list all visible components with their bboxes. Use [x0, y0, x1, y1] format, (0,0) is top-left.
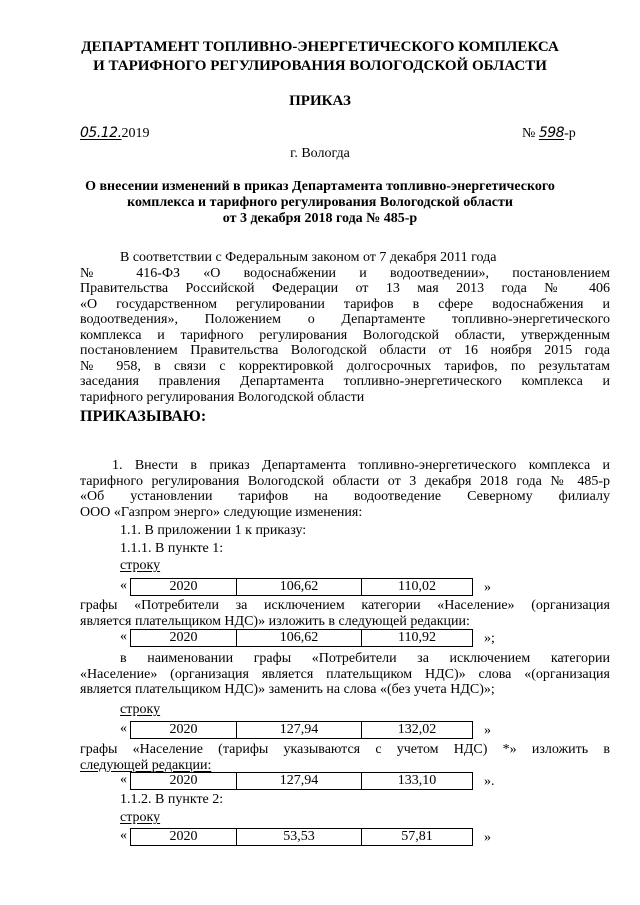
item1-line: 1. Внести в приказ Департамента топливно-энергетического комплекса и [112, 458, 610, 473]
cell-year: 2020 [131, 579, 237, 596]
stroku-label: строку [120, 558, 161, 573]
tariff-row-table-3 [130, 721, 473, 739]
cell-year: 2020 [131, 722, 237, 739]
stroku-label: строку [120, 810, 161, 825]
cell-value-2: 110,02 [362, 579, 473, 596]
graph-2-text [80, 742, 610, 773]
cell-year: 2020 [131, 829, 237, 846]
cell-value-1: 127,94 [237, 722, 362, 739]
title-line-2: комплекса и тарифного регулирования Вологодской области [127, 195, 513, 210]
item1-line: тарифного регулирования Вологодской области от 3 декабря 2018 года № 485-р [80, 473, 610, 489]
item1-line: ООО «Газпром энерго» следующие изменения: [80, 504, 363, 520]
graph2-line: графы «Население (тарифы указываются с учетом НДС) *» изложить в [80, 742, 610, 757]
quote-close-dot: ». [484, 774, 495, 789]
city: г. Вологда [290, 146, 350, 161]
item1-line: «Об установлении тарифов на водоотведение Северному филиалу [80, 489, 610, 504]
quote-open: « [120, 828, 127, 843]
cell-value-1: 127,94 [237, 773, 362, 790]
department-name-line1: ДЕПАРТАМЕНТ ТОПЛИВНО-ЭНЕРГЕТИЧЕСКОГО КОМПЛЕКСА [81, 39, 559, 55]
cell-value-2: 133,10 [362, 773, 473, 790]
item-1-1-1: 1.1.1. В пункте 1: [120, 541, 224, 556]
preamble-line: № 416-ФЗ «О водоснабжении и водоотведении», постановлением [80, 265, 610, 281]
preamble-line: Правительства Российской Федерации от 13 мая 2013 года № 406 [80, 281, 610, 296]
preamble-line: постановлением Правительства Вологодской области от 16 ноября 2015 года [80, 343, 610, 358]
naming-line: является плательщиком НДС)» заменить на слова «(без учета НДС)»; [80, 682, 495, 697]
number-suffix: -р [564, 126, 576, 141]
tariff-row-table-1 [130, 578, 473, 596]
quote-close-semicolon: »; [484, 631, 495, 646]
graph-1-text [80, 598, 610, 629]
cell-value-1: 53,53 [237, 829, 362, 846]
department-name-line2: И ТАРИФНОГО РЕГУЛИРОВАНИЯ ВОЛОГОДСКОЙ ОБЛАСТИ [93, 58, 547, 74]
preamble-line: заседания правления Департамента топливно-энергетического комплекса и [80, 374, 610, 389]
cell-year: 2020 [131, 773, 237, 790]
graph1-line: графы «Потребители за исключением категории «Население» (организация [80, 598, 610, 613]
quote-open: « [120, 578, 127, 593]
naming-change-text [80, 651, 610, 698]
handwritten-number: 598 [538, 125, 565, 141]
document-number [522, 125, 576, 142]
title-line-1: О внесении изменений в приказ Департамента топливно-энергетического [85, 179, 555, 194]
document-title [0, 179, 640, 227]
preamble-line: комплекса и тарифного регулирования Вологодской области, утвержденным [80, 327, 610, 343]
item-1-1: 1.1. В приложении 1 к приказу: [120, 523, 307, 538]
cell-value-1: 106,62 [237, 579, 362, 596]
preamble [80, 250, 610, 405]
stroku-label: строку [120, 702, 161, 717]
preamble-line: В соответствии с Федеральным законом от 7 декабря 2011 года [120, 250, 497, 265]
handwritten-date: 05.12. [80, 125, 122, 141]
date-year: 2019 [121, 126, 150, 141]
naming-line: в наименовании графы «Потребители за исключением категории [120, 651, 610, 666]
quote-close: » [484, 830, 491, 845]
graph1-line: является плательщиком НДС)» изложить в следующей редакции: [80, 613, 470, 629]
tariff-row-table-5 [130, 828, 473, 846]
preamble-line: «О государственном регулировании тарифов в сфере водоснабжения и [80, 296, 610, 312]
preamble-line: водоотведения», Положением о Департаменте топливно-энергетического [80, 312, 610, 327]
quote-open: « [120, 629, 127, 644]
cell-value-2: 57,81 [362, 829, 473, 846]
naming-line: «Население» (организация является плательщиком НДС)» слова «(организация [80, 666, 610, 682]
title-line-3: от 3 декабря 2018 года № 485-р [222, 211, 418, 226]
cell-value-1: 106,62 [237, 630, 362, 647]
quote-open: « [120, 772, 127, 787]
quote-open: « [120, 721, 127, 736]
item-1-1-2: 1.1.2. В пункте 2: [120, 792, 224, 807]
document-date [80, 125, 150, 142]
preamble-line: тарифного регулирования Вологодской области [80, 389, 365, 405]
cell-value-2: 110,92 [362, 630, 473, 647]
quote-close: » [484, 580, 491, 595]
item-1 [80, 458, 610, 520]
tariff-row-table-2 [130, 629, 473, 647]
cell-year: 2020 [131, 630, 237, 647]
order-word: ПРИКАЗЫВАЮ: [80, 408, 207, 425]
tariff-row-table-4 [130, 772, 473, 790]
preamble-line: № 958, в связи с корректировкой долгосрочных тарифов, по результатам [80, 358, 610, 374]
quote-close: » [484, 723, 491, 738]
document-type: ПРИКАЗ [289, 93, 351, 109]
number-prefix: № [522, 126, 536, 141]
graph2-line: следующей редакции: [80, 757, 212, 773]
cell-value-2: 132,02 [362, 722, 473, 739]
